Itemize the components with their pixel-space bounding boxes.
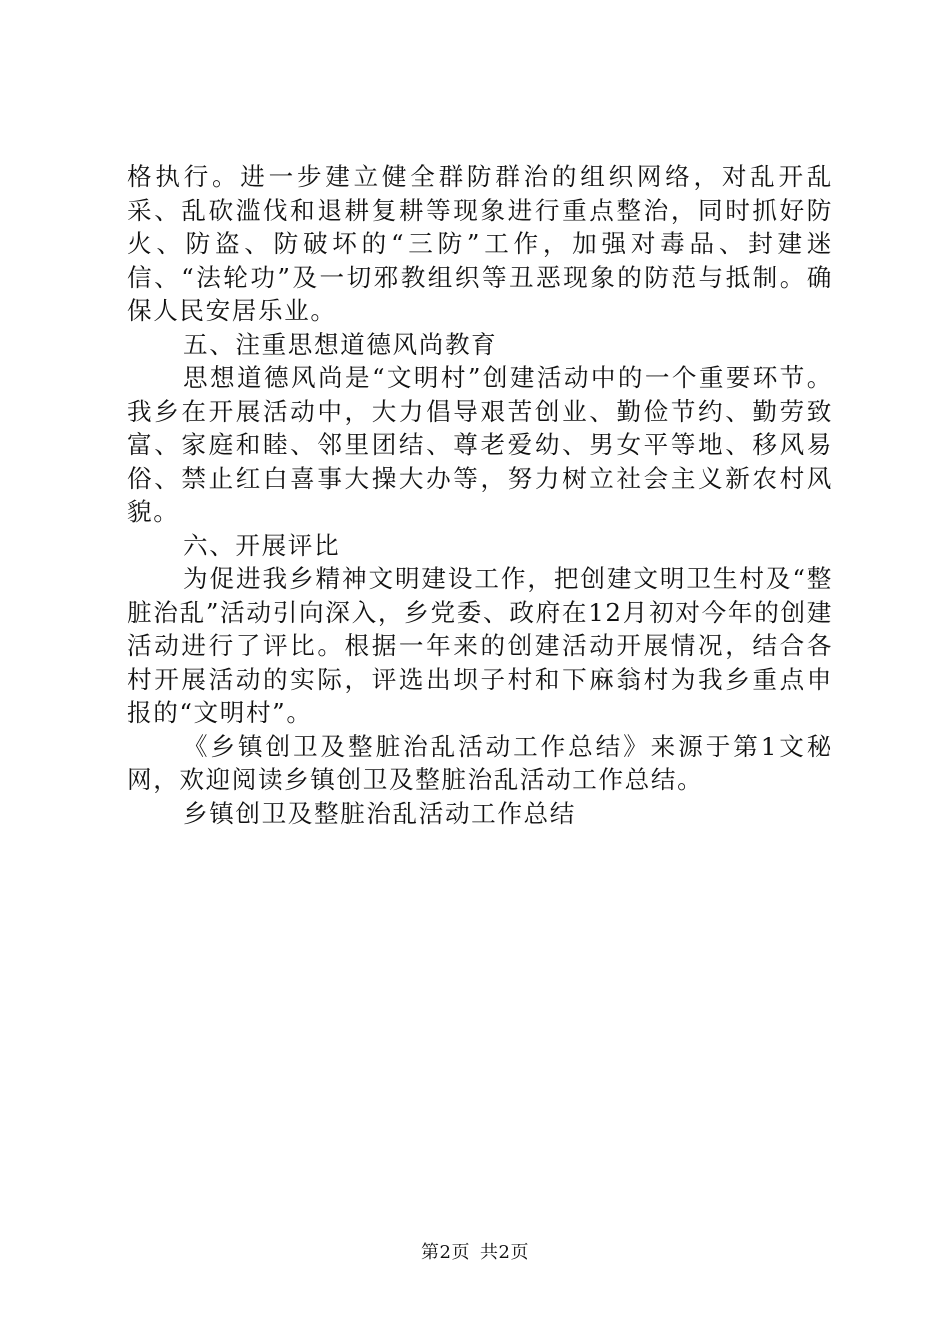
- page-total: 共2页: [480, 1242, 529, 1263]
- paragraph-source-note: 《乡镇创卫及整脏治乱活动工作总结》来源于第1文秘网，欢迎阅读乡镇创卫及整脏治乱活动工作总结。: [127, 731, 833, 794]
- paragraph-continuation: 格执行。进一步建立健全群防群治的组织网络，对乱开乱采、乱砍滥伐和退耕复耕等现象进行重点整治，同时抓好防火、防盗、防破坏的“三防”工作，加强对毒品、封建迷信、“法轮功”及一切邪教组织等丑恶现象的防范与抵制。确保人民安居乐业。: [127, 162, 833, 325]
- page-footer: [0, 1241, 950, 1265]
- section-heading-five: 五、注重思想道德风尚教育: [183, 329, 498, 359]
- section-heading-six: 六、开展评比: [183, 530, 341, 560]
- document-body: [127, 160, 833, 830]
- paragraph-moral-education: 思想道德风尚是“文明村”创建活动中的一个重要环节。我乡在开展活动中，大力倡导艰苦创业、勤俭节约、勤劳致富、家庭和睦、邻里团结、尊老爱幼、男女平等地、移风易俗、禁止红白喜事大操大办等，努力树立社会主义新农村风貌。: [127, 363, 833, 526]
- paragraph-evaluation: 为促进我乡精神文明建设工作，把创建文明卫生村及“整脏治乱”活动引向深入，乡党委、政府在12月初对今年的创建活动进行了评比。根据一年来的创建活动开展情况，结合各村开展活动的实际，评选出坝子村和下麻翁村为我乡重点申报的“文明村”。: [127, 564, 833, 727]
- document-closing-title: 乡镇创卫及整脏治乱活动工作总结: [183, 798, 576, 828]
- page-number: 第2页: [421, 1242, 470, 1263]
